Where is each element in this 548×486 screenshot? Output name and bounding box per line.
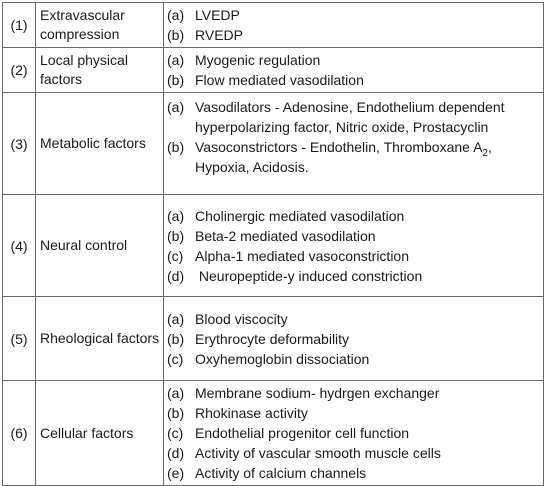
item-text: Oxyhemoglobin dissociation <box>195 350 370 367</box>
item-label: (a) <box>167 385 185 401</box>
item-label: (c) <box>167 425 184 441</box>
item-label: (b) <box>167 72 185 88</box>
factor-name: Metabolic factors <box>36 93 164 195</box>
list-item <box>167 206 539 226</box>
item-label: (d) <box>167 445 185 461</box>
item-text: Membrane sodium- hydrgen exchanger <box>195 385 440 401</box>
list-item <box>167 226 539 246</box>
item-text: Activity of calcium channels <box>195 465 367 481</box>
item-label: (a) <box>167 52 185 68</box>
item-label: (b) <box>167 139 185 155</box>
factor-items <box>164 3 544 48</box>
item-label: (e) <box>167 465 185 481</box>
item-label: (b) <box>167 405 185 421</box>
item-label: (a) <box>167 7 185 23</box>
row-number: (6) <box>3 381 36 486</box>
factor-name: Local physical factors <box>36 48 164 93</box>
factor-name: Neural control <box>36 195 164 297</box>
row-number: (3) <box>3 93 36 195</box>
item-label: (c) <box>167 350 184 367</box>
item-text: Vasoconstrictors - Endothelin, Thromboxane A <box>195 139 483 155</box>
row-number: (2) <box>3 48 36 93</box>
item-text: Blood viscocity <box>195 310 288 327</box>
item-label: (c) <box>167 247 184 264</box>
item-text: Cholinergic mediated vasodilation <box>195 207 405 224</box>
item-text: Flow mediated vasodilation <box>195 72 364 88</box>
item-text: Beta-2 mediated vasodilation <box>195 227 376 244</box>
item-text: LVEDP <box>195 7 240 23</box>
list-item <box>167 309 539 329</box>
subscript: 2 <box>482 147 488 159</box>
item-text: RVEDP <box>195 27 243 43</box>
list-item <box>167 443 539 463</box>
list-item <box>167 463 539 483</box>
list-item <box>167 137 539 177</box>
item-text-tail: , Hypoxia, Acidosis. <box>195 139 492 175</box>
row-number: (4) <box>3 195 36 297</box>
item-text: Alpha-1 mediated vasoconstriction <box>195 247 410 264</box>
list-item <box>167 349 539 369</box>
list-item <box>167 50 539 70</box>
item-label: (b) <box>167 227 185 244</box>
row-number: (1) <box>3 3 36 48</box>
list-item <box>167 266 539 286</box>
item-text-compound <box>195 137 539 177</box>
factor-items <box>164 93 544 195</box>
item-text: Erythrocyte deformability <box>195 330 350 347</box>
item-label: (a) <box>167 310 185 327</box>
item-text: Neuropeptide-y induced constriction <box>195 267 423 284</box>
list-item <box>167 5 539 25</box>
factor-items <box>164 381 544 486</box>
table-row <box>3 48 544 93</box>
list-item <box>167 97 539 137</box>
item-text: Activity of vascular smooth muscle cells <box>195 445 441 461</box>
table-row <box>3 195 544 297</box>
item-label: (a) <box>167 207 185 224</box>
item-text: Myogenic regulation <box>195 52 321 68</box>
table-row <box>3 3 544 48</box>
table-row <box>3 297 544 381</box>
item-label: (d) <box>167 267 185 284</box>
item-label: (a) <box>167 99 185 115</box>
factor-name: Rheological factors <box>36 297 164 381</box>
table-row <box>3 93 544 195</box>
factor-items <box>164 297 544 381</box>
item-label: (b) <box>167 330 185 347</box>
factors-table <box>2 2 544 486</box>
item-text: Rhokinase activity <box>195 405 308 421</box>
factor-name: Extravascular compression <box>36 3 164 48</box>
factor-items <box>164 48 544 93</box>
list-item <box>167 25 539 45</box>
table-row <box>3 381 544 486</box>
factor-items <box>164 195 544 297</box>
list-item <box>167 423 539 443</box>
list-item <box>167 383 539 403</box>
item-text: Endothelial progenitor cell function <box>195 425 410 441</box>
list-item <box>167 403 539 423</box>
row-number: (5) <box>3 297 36 381</box>
list-item <box>167 70 539 90</box>
factor-name: Cellular factors <box>36 381 164 486</box>
item-label: (b) <box>167 27 185 43</box>
list-item <box>167 246 539 266</box>
list-item <box>167 329 539 349</box>
item-text: Vasodilators - Adenosine, Endothelium dependent hyperpolarizing factor, Nitric oxide, Prostacyclin <box>195 99 505 135</box>
